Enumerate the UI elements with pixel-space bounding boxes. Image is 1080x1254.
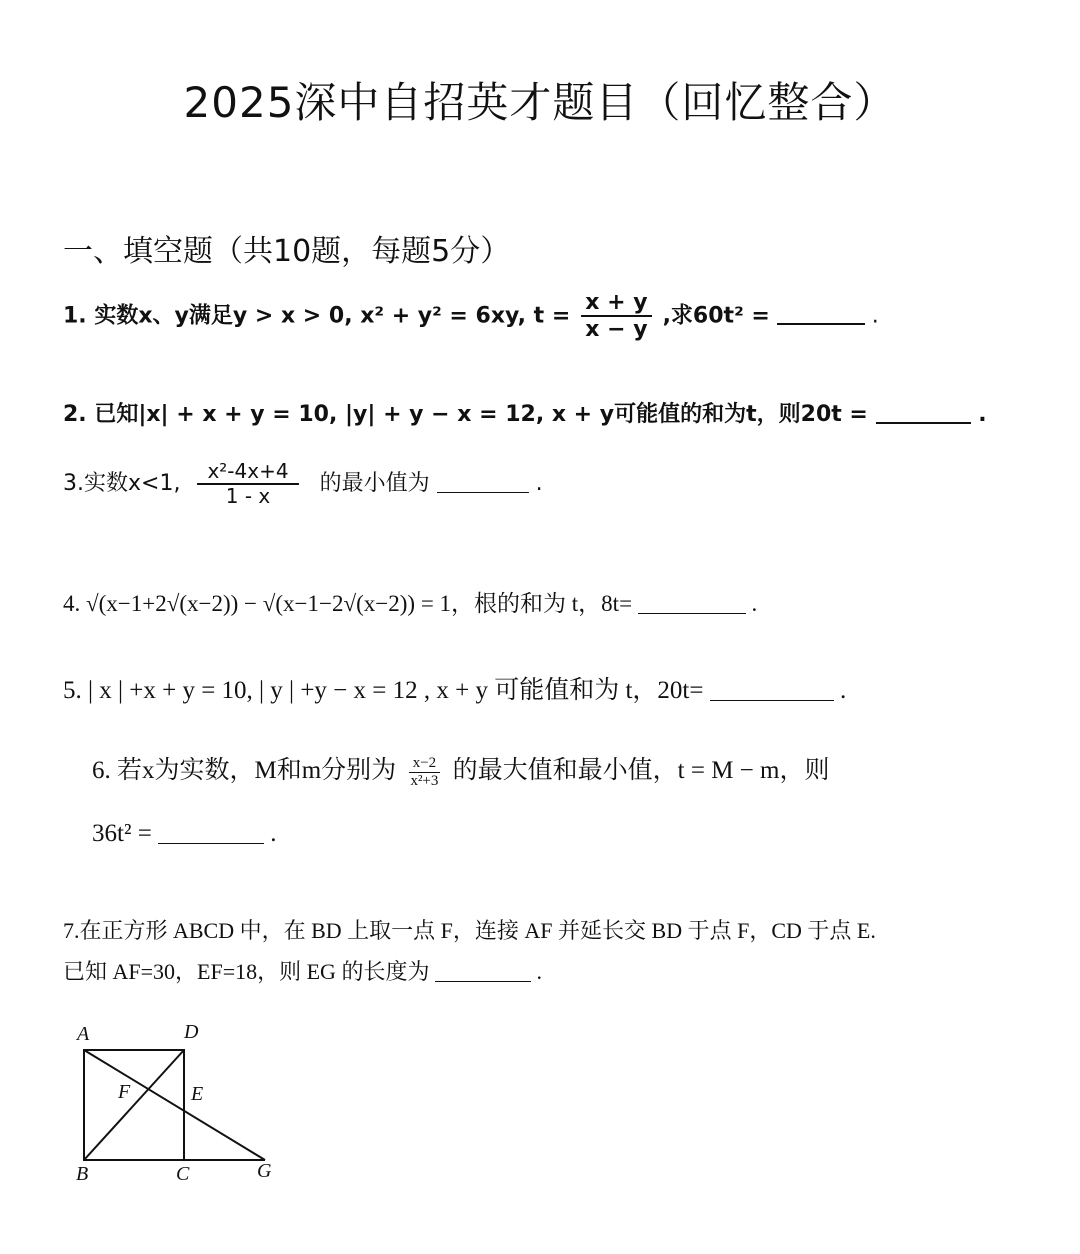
q1-denominator: x − y (585, 317, 648, 343)
q3-numerator: x²-4x+4 (197, 460, 298, 485)
question-6-line2 (92, 820, 277, 848)
answer-blank-2[interactable] (876, 422, 971, 424)
answer-blank-4[interactable] (638, 613, 746, 614)
answer-blank-7[interactable] (435, 981, 531, 982)
q6-text-post: 的最大值和最小值，t = M − m，则 (452, 757, 830, 784)
q7-line1: 7.在正方形 ABCD 中，在 BD 上取一点 F，连接 AF 并延长交 BD 于点 F，CD 于点 E. (63, 918, 876, 943)
answer-blank-5[interactable] (710, 700, 834, 701)
label-a: A (77, 1023, 90, 1045)
q3-denominator: 1 - x (225, 484, 271, 508)
q3-text: 3.实数x<1, (63, 471, 181, 496)
label-f: F (118, 1081, 131, 1103)
q7-line2: 已知 AF=30，EF=18，则 EG 的长度为 (63, 959, 430, 984)
q7-end: . (536, 959, 542, 984)
answer-blank-3[interactable] (437, 492, 529, 493)
q2-text: 2. 已知|x| + x + y = 10, |y| + y − x = 12, x + y可能值的和为t，则20t = (63, 402, 868, 427)
q2-end: . (978, 402, 987, 427)
q1-numerator: x + y (581, 290, 651, 317)
label-b: B (76, 1163, 89, 1185)
answer-blank-6[interactable] (158, 843, 264, 844)
label-e: E (191, 1083, 204, 1105)
line-ag (84, 1050, 265, 1160)
q3-fraction (197, 460, 298, 508)
geometry-figure (60, 1010, 300, 1190)
label-d: D (184, 1021, 199, 1043)
q1-text-post: ,求60t² = (662, 303, 770, 329)
q5-end: . (839, 677, 847, 704)
label-g: G (257, 1160, 272, 1182)
question-7 (63, 914, 876, 945)
label-c: C (176, 1163, 190, 1185)
section-heading: 一、填空题（共10题，每题5分） (63, 234, 511, 269)
q6-fraction (406, 755, 442, 791)
question-2 (63, 397, 987, 428)
q3-text-post: 的最小值为 (319, 471, 430, 496)
diagonal-bd (84, 1050, 184, 1160)
q1-text: 1. 实数x、y满足y > x > 0, x² + y² = 6xy, t = (63, 303, 571, 329)
q6-text: 6. 若x为实数，M和m分别为 (92, 757, 397, 784)
question-6 (92, 750, 829, 790)
question-4 (63, 585, 757, 618)
question-5 (63, 670, 846, 706)
q4-text: 4. √(x−1+2√(x−2)) − √(x−1−2√(x−2)) = 1，根的和为 t，8t= (63, 591, 633, 616)
q6-end: . (270, 820, 277, 847)
q6-numerator: x−2 (409, 755, 440, 773)
answer-blank-1[interactable] (777, 323, 865, 325)
q5-text: 5. | x | +x + y = 10, | y | +y − x = 12 , x + y 可能值和为 t，20t= (63, 677, 704, 704)
page-title: 2025深中自招英才题目（回忆整合） (183, 78, 897, 127)
q1-fraction (581, 290, 651, 343)
q6-line2: 36t² = (92, 820, 152, 847)
q1-end: . (871, 303, 879, 329)
q3-end: . (535, 471, 543, 496)
question-3 (63, 460, 543, 508)
question-7-line2 (63, 955, 542, 986)
question-1 (63, 290, 879, 343)
q6-denominator: x²+3 (410, 772, 439, 789)
q4-end: . (751, 591, 758, 616)
